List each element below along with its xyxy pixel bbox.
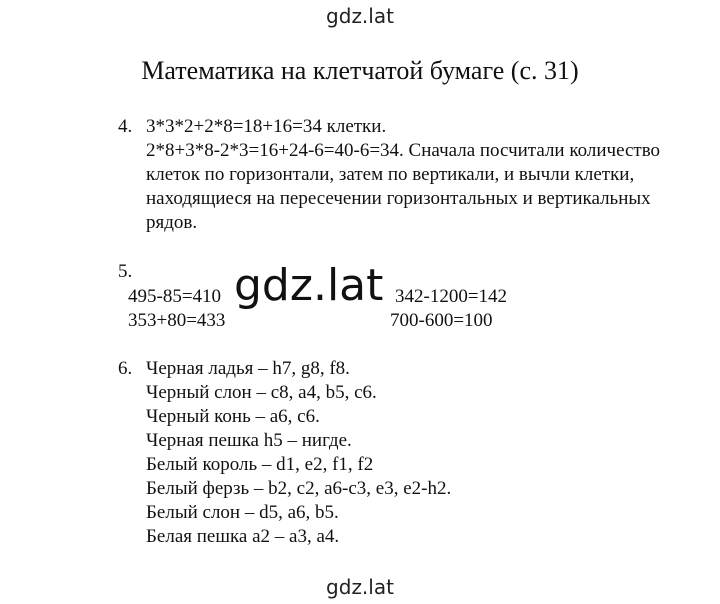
task-5-expression: 495-85=410 [128,286,222,307]
watermark-bottom: gdz.lat [326,575,394,599]
task-4-number: 4. [118,116,133,137]
task-4-line: рядов. [146,212,198,233]
watermark-top: gdz.lat [326,4,394,28]
task-6-line: Белый ферзь – b2, c2, a6-c3, e3, e2-h2. [146,478,452,499]
task-4-line: 2*8+3*8-2*3=16+24-6=40-6=34. Сначала посчитали количество [146,140,661,161]
watermark-middle: gdz.lat [228,258,389,314]
task-5-expression: 353+80=433 [128,310,226,331]
page-title: Математика на клетчатой бумаге (с. 31) [141,56,579,85]
task-6-line: Черная ладья – h7, g8, f8. [146,358,350,379]
task-5-expression: 700-600=100 [390,310,493,331]
task-5-number: 5. [118,261,133,282]
task-6-line: Белая пешка a2 – a3, a4. [146,526,340,547]
task-4-line: клеток по горизонтали, затем по вертикали, и вычли клетки, [146,164,635,185]
task-4-line: 3*3*2+2*8=18+16=34 клетки. [146,116,387,137]
task-5-expression: 342-1200=142 [395,286,508,307]
task-6-line: Черный конь – a6, c6. [146,406,320,427]
task-6-line: Белый слон – d5, a6, b5. [146,502,339,523]
task-4-line: находящиеся на пересечении горизонтальных и вертикальных [146,188,651,209]
task-6-line: Черный слон – c8, a4, b5, c6. [146,382,377,403]
task-6-line: Черная пешка h5 – нигде. [146,430,352,451]
task-6-line: Белый король – d1, e2, f1, f2 [146,454,374,475]
task-6-number: 6. [118,358,133,379]
